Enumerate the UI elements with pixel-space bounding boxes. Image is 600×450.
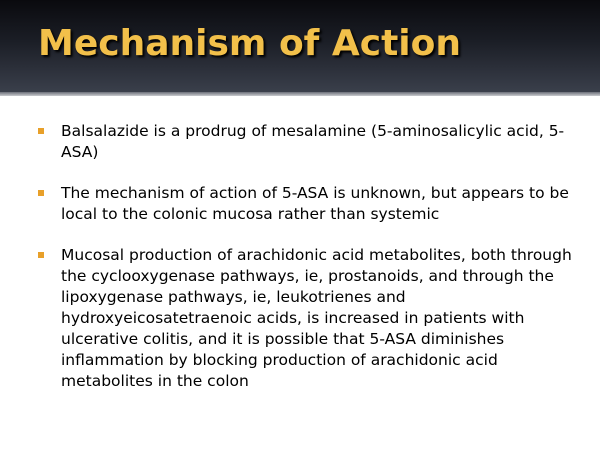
bullet-item	[38, 121, 578, 163]
title-divider	[0, 92, 600, 96]
bullet-item	[38, 245, 578, 392]
square-bullet-icon	[38, 252, 44, 258]
bullet-list	[38, 121, 578, 412]
square-bullet-icon	[38, 128, 44, 134]
bullet-text: Balsalazide is a prodrug of mesalamine (5-aminosalicylic acid, 5-ASA)	[61, 122, 565, 161]
title-bar	[0, 0, 600, 92]
bullet-text: Mucosal production of arachidonic acid metabolites, both through the cyclooxygenase pathways, ie, prostanoids, and through the lipoxygenase pathways, ie, leukotrienes and hydroxyeicosatetraenoic acids, is increased in patients with ulcerative colitis, and it is possible that 5-ASA diminishes inflammation by blocking production of arachidonic acid metabolites in the colon	[61, 246, 572, 390]
bullet-item	[38, 183, 578, 225]
square-bullet-icon	[38, 190, 44, 196]
bullet-text: The mechanism of action of 5-ASA is unknown, but appears to be local to the colonic mucosa rather than systemic	[61, 184, 569, 223]
slide-title: Mechanism of Action	[38, 23, 461, 64]
